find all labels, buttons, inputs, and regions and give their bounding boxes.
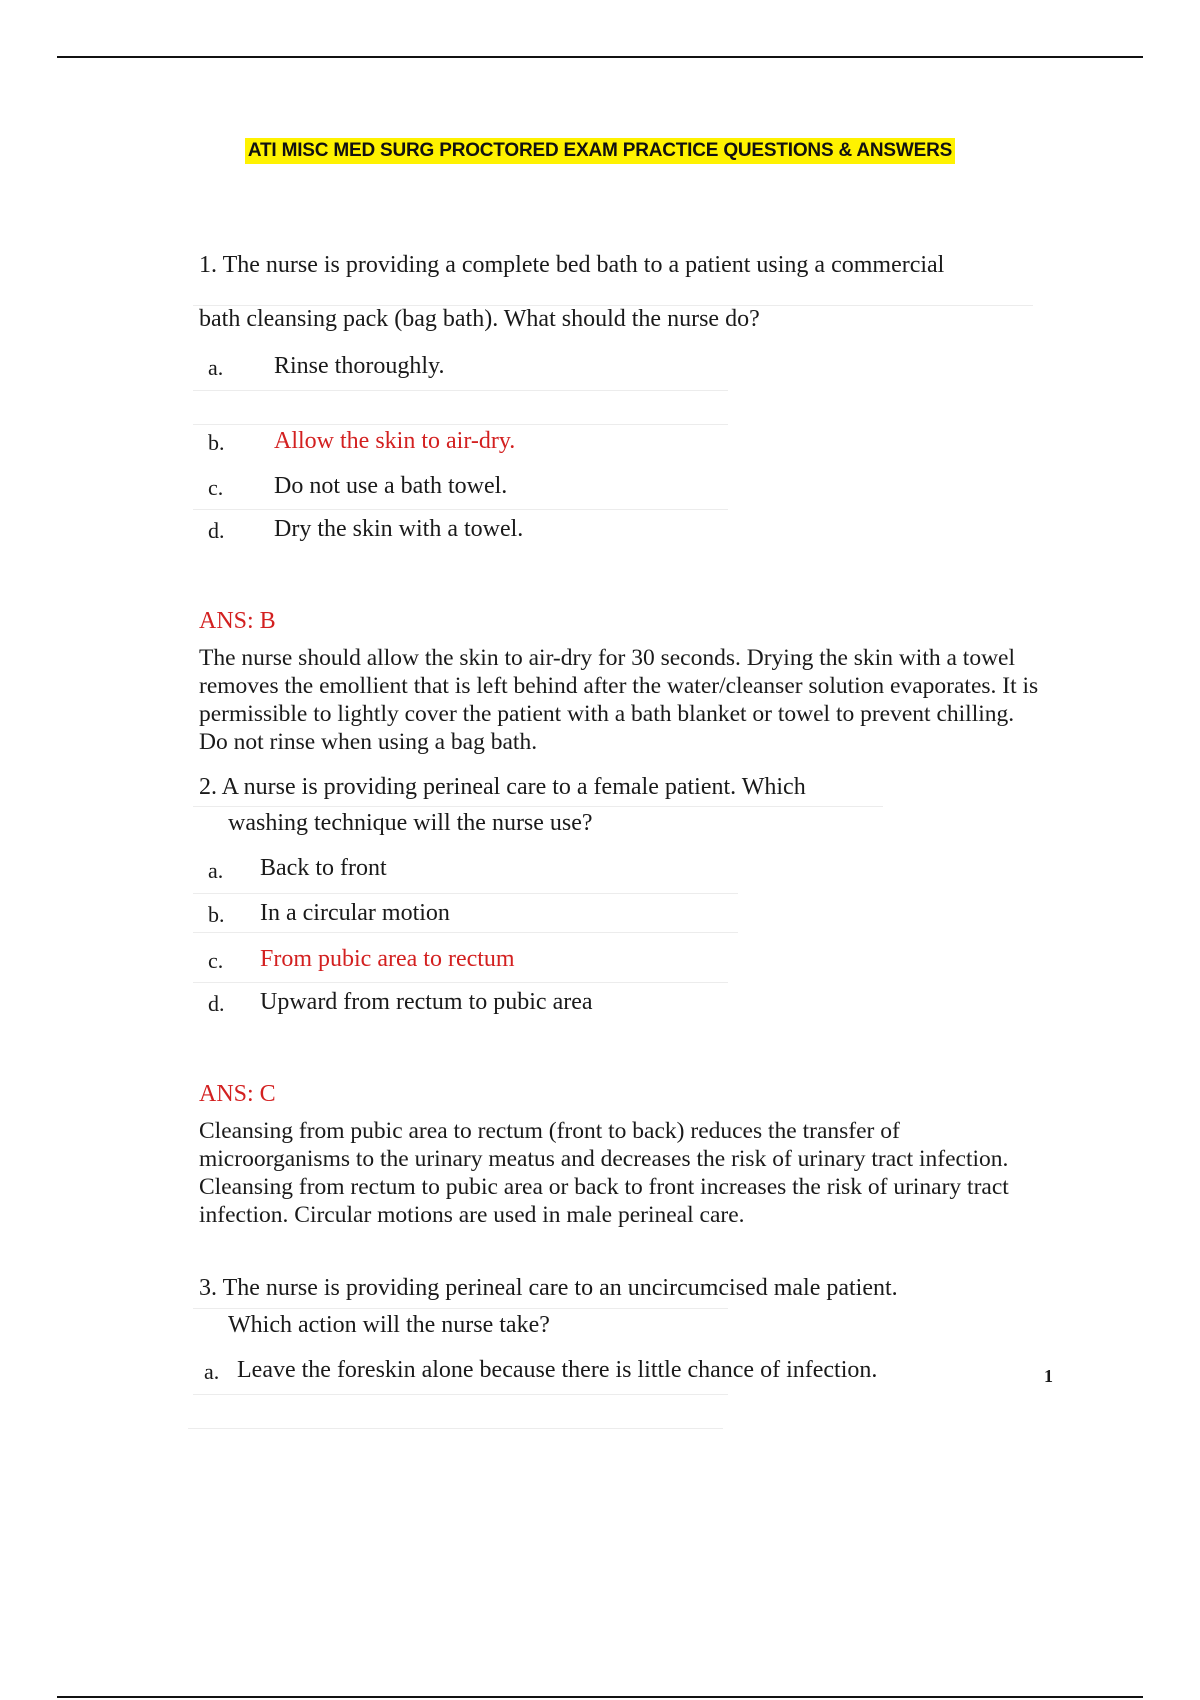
question-1-stem-line-1: 1. The nurse is providing a complete bed bath to a patient using a commercial (199, 252, 945, 278)
option-letter: c. (208, 475, 224, 500)
divider (193, 982, 728, 983)
question-1-answer: ANS: B (199, 608, 276, 634)
question-2-answer: ANS: C (199, 1081, 276, 1107)
option-text: Rinse thoroughly. (274, 353, 445, 379)
option-text: Upward from rectum to pubic area (260, 989, 593, 1015)
option-text: Dry the skin with a towel. (274, 516, 524, 542)
title-block (0, 138, 1200, 164)
page-number: 1 (1044, 1366, 1053, 1386)
question-1-stem-line-2: bath cleansing pack (bag bath). What should the nurse do? (199, 306, 760, 332)
option-letter: c. (208, 948, 224, 973)
divider (188, 1428, 723, 1429)
option-letter: b. (208, 902, 225, 927)
divider (193, 390, 728, 391)
question-3-stem-line-2: Which action will the nurse take? (228, 1312, 550, 1338)
option-letter: a. (204, 1359, 220, 1384)
question-2-rationale: Cleansing from pubic area to rectum (front to back) reduces the transfer of microorganisms to the urinary meatus and decreases the risk of urinary tract infection. Cleansing from rectum to pubic area or back to front increases the risk of urinary tract infection. Circular motions are used in male perineal care. (199, 1118, 1009, 1228)
option-text-correct: From pubic area to rectum (260, 946, 515, 972)
option-text: Leave the foreskin alone because there is little chance of infection. (237, 1357, 878, 1383)
option-text-correct: Allow the skin to air-dry. (274, 428, 516, 454)
option-text: In a circular motion (260, 900, 450, 926)
option-text: Back to front (260, 855, 387, 881)
question-3-stem-line-1: 3. The nurse is providing perineal care to an uncircumcised male patient. (199, 1275, 898, 1301)
bottom-rule (57, 1696, 1143, 1698)
divider (193, 932, 738, 933)
option-text: Do not use a bath towel. (274, 473, 508, 499)
divider (193, 1308, 728, 1309)
option-letter: b. (208, 430, 225, 455)
question-2-stem-line-1: 2. A nurse is providing perineal care to a female patient. Which (199, 774, 806, 800)
top-rule (57, 56, 1143, 58)
question-1-rationale: The nurse should allow the skin to air-dry for 30 seconds. Drying the skin with a towel removes the emollient that is left behind after the water/cleanser solution evaporates. It is permissible to lightly cover the patient with a bath blanket or towel to prevent chilling. Do not rinse when using a bag bath. (199, 645, 1039, 755)
option-letter: d. (208, 991, 225, 1016)
divider (193, 806, 883, 807)
document-title: ATI MISC MED SURG PROCTORED EXAM PRACTICE QUESTIONS & ANSWERS (245, 138, 955, 164)
divider (193, 893, 738, 894)
divider (193, 424, 728, 425)
divider (193, 1394, 728, 1395)
question-2-stem-line-2: washing technique will the nurse use? (228, 810, 593, 836)
option-letter: d. (208, 518, 225, 543)
divider (193, 509, 728, 510)
option-letter: a. (208, 858, 224, 883)
option-letter: a. (208, 355, 224, 380)
